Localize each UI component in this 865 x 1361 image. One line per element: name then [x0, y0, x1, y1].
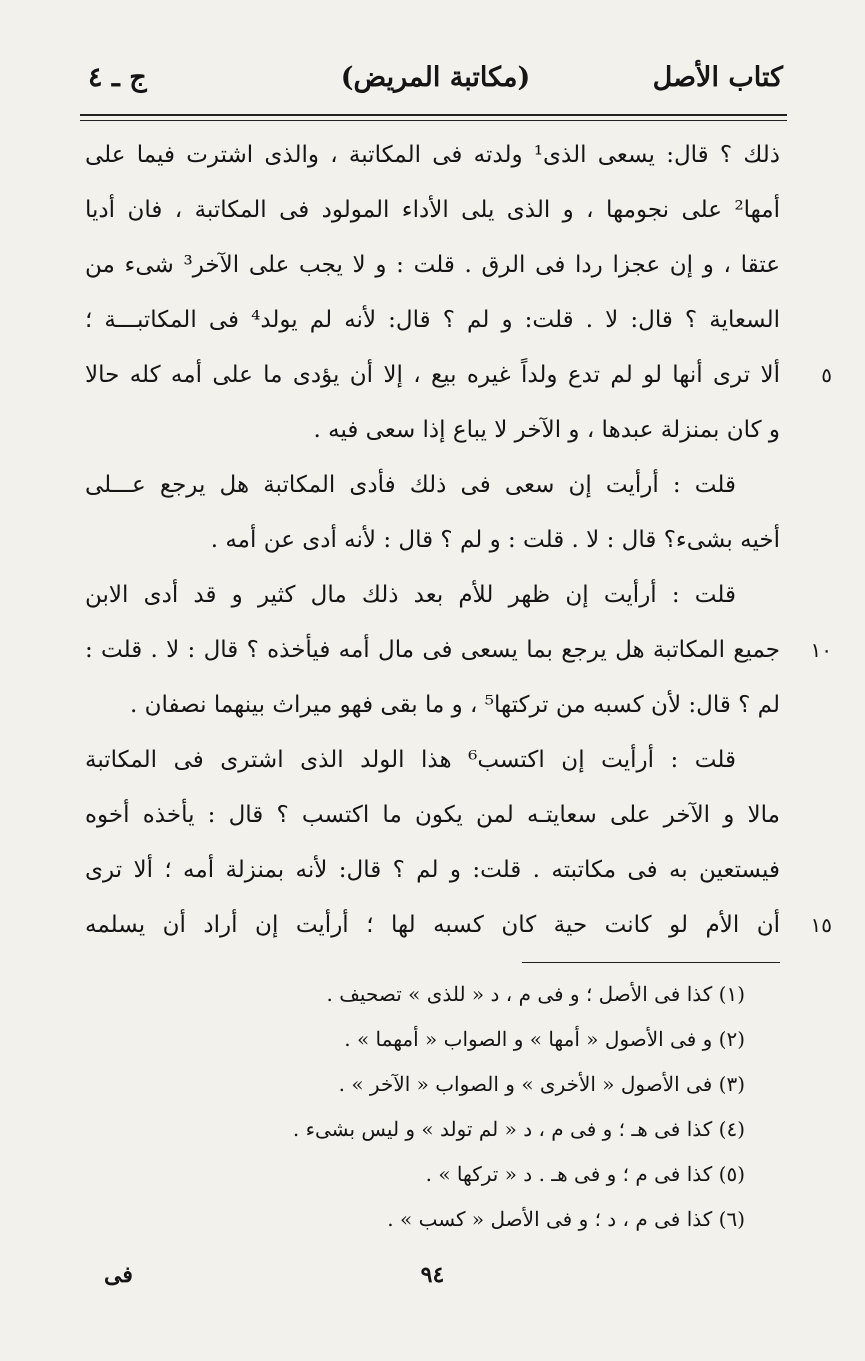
text-line: لم ؟ قال: لأن كسبه من تركتها⁵ ، و ما بقى فهو ميراث بينهما نصفان . [130, 692, 780, 718]
footnote: (٣) فى الأصول « الأخرى » و الصواب « الآخر » . [338, 1072, 745, 1096]
book-title: كتاب الأصل [652, 62, 783, 93]
footnote-rule [522, 962, 780, 963]
header-rule-thin [80, 120, 787, 121]
text-line: عتقا ، و إن عجزا ردا فى الرق . قلت : و لا يجب على الآخر³ شىء من [85, 252, 780, 278]
volume-label: ج ـ ٤ [88, 62, 147, 93]
line-number: ١٥ [810, 913, 832, 937]
footnote: (٢) و فى الأصول « أمها » و الصواب « أمهما » . [344, 1027, 745, 1051]
catchword: فى [104, 1262, 133, 1288]
text-line: قلت : أرأيت إن اكتسب⁶ هذا الولد الذى اشترى فى المكاتبة [85, 747, 736, 773]
section-title: (مكاتبة المريض) [340, 62, 531, 93]
text-line: فيستعين به فى مكاتبته . قلت: و لم ؟ قال: لأنه بمنزلة أمه ؛ ألا ترى [85, 857, 780, 883]
text-line: قلت : أرأيت إن سعى فى ذلك فأدى المكاتبة هل يرجع عـــلى [85, 472, 736, 498]
header-rule-thick [80, 114, 787, 116]
footnote: (٤) كذا فى هـ ؛ و فى م ، د « لم تولد » و ليس بشىء . [292, 1117, 745, 1141]
text-line: أمها² على نجومها ، و الذى يلى الأداء المولود فى المكاتبة ، فان أديا [85, 197, 780, 223]
footnote: (٥) كذا فى م ؛ و فى هـ . د « تركها » . [425, 1162, 745, 1186]
main-text [85, 128, 832, 953]
text-line: السعاية ؟ قال: لا . قلت: و لم ؟ قال: لأنه لم يولد⁴ فى المكاتبـــة ؛ [85, 307, 780, 333]
line-number: ٥ [821, 363, 832, 387]
line-number: ١٠ [810, 638, 832, 662]
text-line: و كان بمنزلة عبدها ، و الآخر لا يباع إذا سعى فيه . [313, 417, 780, 443]
footnote: (٦) كذا فى م ، د ؛ و فى الأصل « كسب » . [387, 1207, 745, 1231]
text-line: مالا و الآخر على سعايتـه لمن يكون ما اكتسب ؟ قال : يأخذه أخوه [85, 802, 780, 828]
footnotes [90, 972, 745, 1242]
running-header [88, 62, 783, 110]
text-line: ألا ترى أنها لو لم تدع ولداً غيره بيع ، إلا أن يؤدى ما على أمه كله حالا ٥ [85, 348, 780, 403]
footnote: (١) كذا فى الأصل ؛ و فى م ، د « للذى » تصحيف . [326, 982, 745, 1006]
text-line: ذلك ؟ قال: يسعى الذى¹ ولدته فى المكاتبة ، والذى اشترت فيما على [85, 142, 780, 168]
text-line: أن الأم لو كانت حية كان كسبه لها ؛ أرأيت إن أراد أن يسلمه ١٥ [85, 898, 780, 953]
text-line: قلت : أرأيت إن ظهر للأم بعد ذلك مال كثير و قد أدى الابن [85, 582, 736, 608]
text-line: جميع المكاتبة هل يرجع بما يسعى فى مال أمه فيأخذه ؟ قال : لا . قلت : ١٠ [85, 623, 780, 678]
text-line: أخيه بشىء؟ قال : لا . قلت : و لم ؟ قال : لأنه أدى عن أمه . [210, 527, 780, 553]
page-number: ٩٤ [420, 1262, 445, 1288]
